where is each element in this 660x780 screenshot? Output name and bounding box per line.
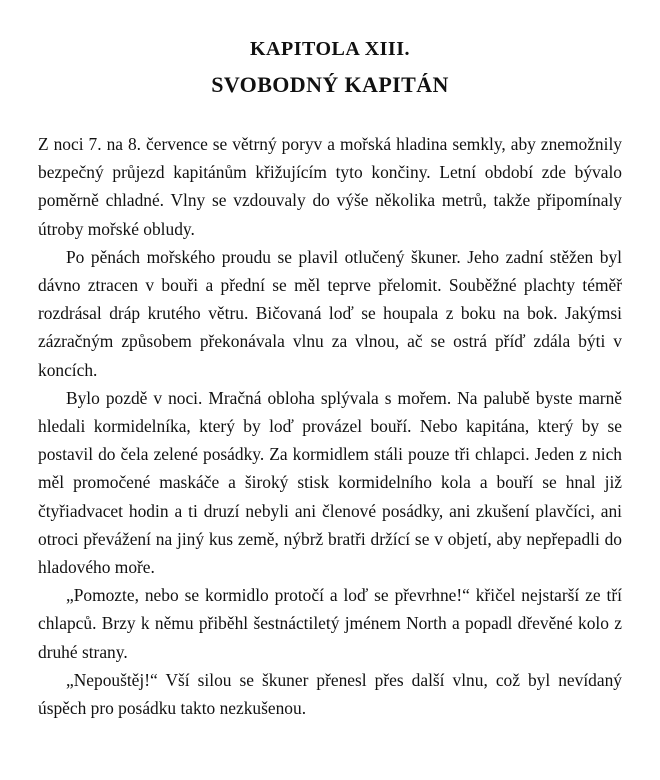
chapter-body [38, 130, 622, 722]
chapter-number: KAPITOLA XIII. [249, 38, 410, 60]
paragraph: Z noci 7. na 8. července se větrný poryv a mořská hladina semkly, aby znemožnily bezpečný průjezd kapitánům křižujícím tyto končiny. Letní období zde bývalo poměrně chladné. Vlny se vzdouvaly do výše několika metrů, takže připomínaly útroby mořské obludy. [38, 134, 622, 239]
paragraph: „Nepouštěj!“ Vší silou se škuner přenesl přes další vlnu, což byl nevídaný úspěch pro posádku takto nezkušenou. [38, 669, 622, 719]
paragraph: „Pomozte, nebo se kormidlo protočí a loď se převrhne!“ křičel nejstarší ze tří chlapců. Brzy k němu přiběhl šestnáctiletý jménem North a popadl dřevěné kolo z druhé strany. [38, 585, 622, 662]
chapter-title: SVOBODNÝ KAPITÁN [211, 72, 449, 97]
paragraph: Po pěnách mořského proudu se plavil otlučený škuner. Jeho zadní stěžen byl dávno ztracen v bouři a přední se měl teprve přelomit. Souběžné plachty téměř rozdrásal dráp krutého větru. Bičovaná loď se houpala z boku na bok. Jakýmsi zázračným způsobem překonávala vlnu za vlnou, ač se ostrá příď zdála býti v koncích. [38, 246, 622, 380]
paragraph: Bylo pozdě v noci. Mračná obloha splývala s mořem. Na palubě byste marně hledali kormidelníka, který by loď provázel bouří. Nebo kapitána, který by se postavil do čela zelené posádky. Za kormidlem stáli pouze tři chlapci. Jeden z nich měl promočené maskáče a široký stisk kormidelního kola a bouří se hnal již čtyřiadvacet hodin a ti druzí nebyli ani členové posádky, ani zkušení plavčíci, ani otroci převážení na jiný kus země, nýbrž bratři držící se v objetí, aby nepřepadli do hladového moře. [38, 387, 622, 578]
